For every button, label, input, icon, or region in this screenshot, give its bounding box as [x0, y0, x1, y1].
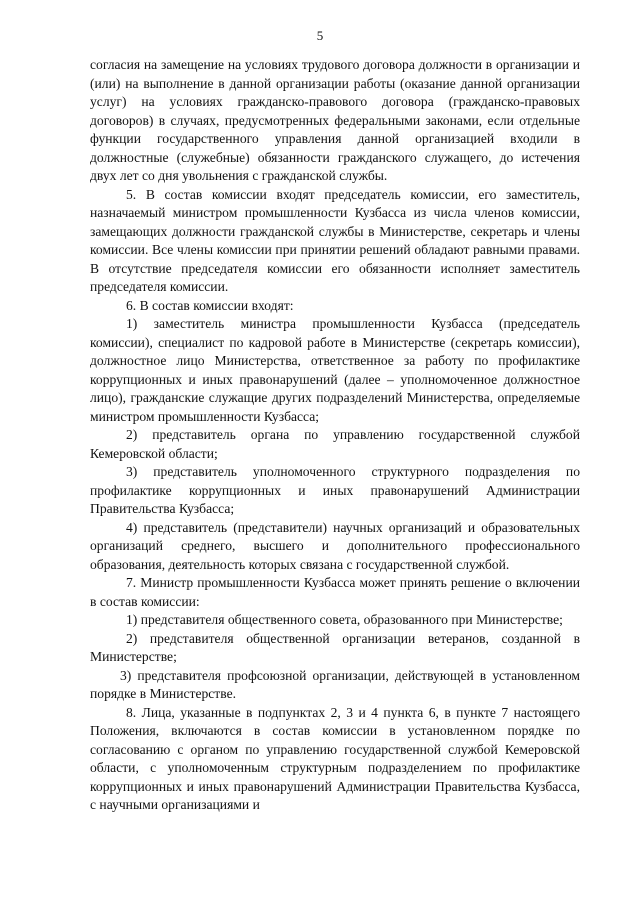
subitem-6-4: 4) представитель (представители) научных организаций и образовательных организаций среднего, высшего и дополнительного профессионального образования, деятельность которых связана с государственной службой. — [90, 519, 580, 572]
subitem-6-1: 1) заместитель министра промышленности Кузбасса (председатель комиссии), специалист по кадровой работе в Министерстве (секретарь комиссии), должностное лицо Министерства, ответственное за работу по профилактике коррупционных и иных правонарушений (далее – уполномоченное должностное лицо), гражданские служащие других подразделений Министерства, определяемые министром промышленности Кузбасса; — [90, 316, 580, 424]
paragraph-item-5: 5. В состав комиссии входят председатель комиссии, его заместитель, назначаемый министром промышленности Кузбасса из числа членов комиссии, замещающих должности гражданской службы в Министерстве, секретарь и члены комиссии. Все члены комиссии при принятии решений обладают равными правами. В отсутствие председателя комиссии его обязанности исполняет заместитель председателя комиссии. — [90, 186, 580, 294]
document-body — [90, 56, 580, 815]
subitem-6-3: 3) представитель уполномоченного структурного подразделения по профилактике коррупционных и иных правонарушений Администрации Правительства Кузбасса; — [90, 464, 580, 516]
subitem-6-2: 2) представитель органа по управлению государственной службой Кемеровской области; — [90, 427, 580, 461]
subitem-7-1: 1) представителя общественного совета, образованного при Министерстве; — [126, 612, 563, 627]
paragraph-item-6: 6. В состав комиссии входят: — [126, 297, 294, 313]
subitem-7-2: 2) представителя общественной организации ветеранов, созданной в Министерстве; — [90, 630, 580, 664]
paragraph-continuation: согласия на замещение на условиях трудового договора должности в организации и (или) на выполнение в данной организации работы (оказание данной организации услуг) на условиях гражданско-правового договора (гражданско-правовых договоров) в случаях, предусмотренных федеральными законами, если отдельные функции государственного управления данной организацией входили в должностные (служебные) обязанности гражданского служащего, до истечения двух лет со дня увольнения с гражданской службы. — [90, 57, 580, 183]
paragraph-item-8: 8. Лица, указанные в подпунктах 2, 3 и 4 пункта 6, в пункте 7 настоящего Положения, включаются в состав комиссии в установленном порядке по согласованию с органом по управлению государственной службой Кемеровской области, с уполномоченным структурным подразделением по профилактике коррупционных и иных правонарушений Администрации Правительства Кузбасса, с научными организациями и — [90, 704, 580, 812]
subitem-7-3: 3) представителя профсоюзной организации, действующей в установленном порядке в Министерстве. — [90, 667, 580, 701]
page-number: 5 — [316, 28, 324, 43]
paragraph-item-7: 7. Министр промышленности Кузбасса может принять решение о включении в состав комиссии: — [90, 575, 580, 609]
